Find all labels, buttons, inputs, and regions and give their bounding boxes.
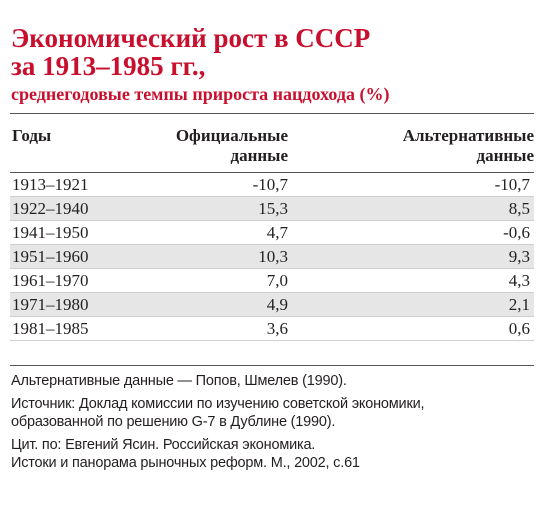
cell-alternative: 2,1 [508, 295, 530, 314]
cell-official: 3,6 [266, 319, 288, 338]
table-row [10, 245, 534, 269]
title-line-2: за 1913–1985 гг., [11, 51, 206, 81]
cell-alternative: 9,3 [508, 247, 530, 266]
cell-official: -10,7 [252, 175, 288, 194]
cell-period: 1913–1921 [12, 175, 89, 194]
table-top-rule [10, 113, 534, 114]
title-line-1: Экономический рост в СССР [11, 23, 371, 53]
note-citation-line-2: Истоки и панорама рыночных реформ. М., 2002, с.61 [11, 455, 360, 471]
cell-alternative: 0,6 [508, 319, 530, 338]
header-years: Годы [12, 126, 52, 145]
table-bottom-rule [10, 365, 534, 366]
footnotes [11, 372, 541, 477]
table-row [10, 269, 534, 293]
note-citation-line-1: Цит. по: Евгений Ясин. Российская экономика. [11, 437, 316, 453]
cell-official: 4,7 [266, 223, 288, 242]
header-official [176, 126, 288, 166]
cell-period: 1981–1985 [12, 319, 89, 338]
note-citation [11, 436, 541, 472]
table-row [10, 293, 534, 317]
cell-official: 10,3 [258, 247, 288, 266]
table-row [10, 197, 534, 221]
header-official-line-1: Официальные [175, 126, 288, 145]
cell-official: 7,0 [266, 271, 288, 290]
cell-period: 1971–1980 [12, 295, 89, 314]
subtitle: среднегодовые темпы прироста нацдохода (%) [11, 84, 390, 104]
table-row [10, 173, 534, 197]
table-row [10, 317, 534, 341]
note-source [11, 395, 541, 431]
cell-official: 15,3 [258, 199, 288, 218]
header-alternative [403, 126, 534, 166]
cell-period: 1922–1940 [12, 199, 89, 218]
cell-period: 1941–1950 [12, 223, 89, 242]
note-source-line-1: Источник: Доклад комиссии по изучению советской экономики, [11, 396, 425, 412]
table-header [10, 122, 534, 170]
cell-alternative: 4,3 [508, 271, 530, 290]
cell-period: 1951–1960 [12, 247, 89, 266]
title [11, 24, 370, 80]
note-source-line-2: образованной по решению G-7 в Дублине (1990). [11, 414, 336, 430]
table-body [10, 173, 534, 341]
header-official-line-2: данные [230, 146, 288, 165]
note-alternative-source: Альтернативные данные — Попов, Шмелев (1990). [11, 373, 347, 389]
cell-period: 1961–1970 [12, 271, 89, 290]
header-alternative-line-1: Альтернативные [402, 126, 534, 145]
table-row [10, 221, 534, 245]
header-alternative-line-2: данные [476, 146, 534, 165]
cell-alternative: -0,6 [503, 223, 530, 242]
cell-alternative: -10,7 [494, 175, 530, 194]
cell-official: 4,9 [266, 295, 288, 314]
cell-alternative: 8,5 [508, 199, 530, 218]
